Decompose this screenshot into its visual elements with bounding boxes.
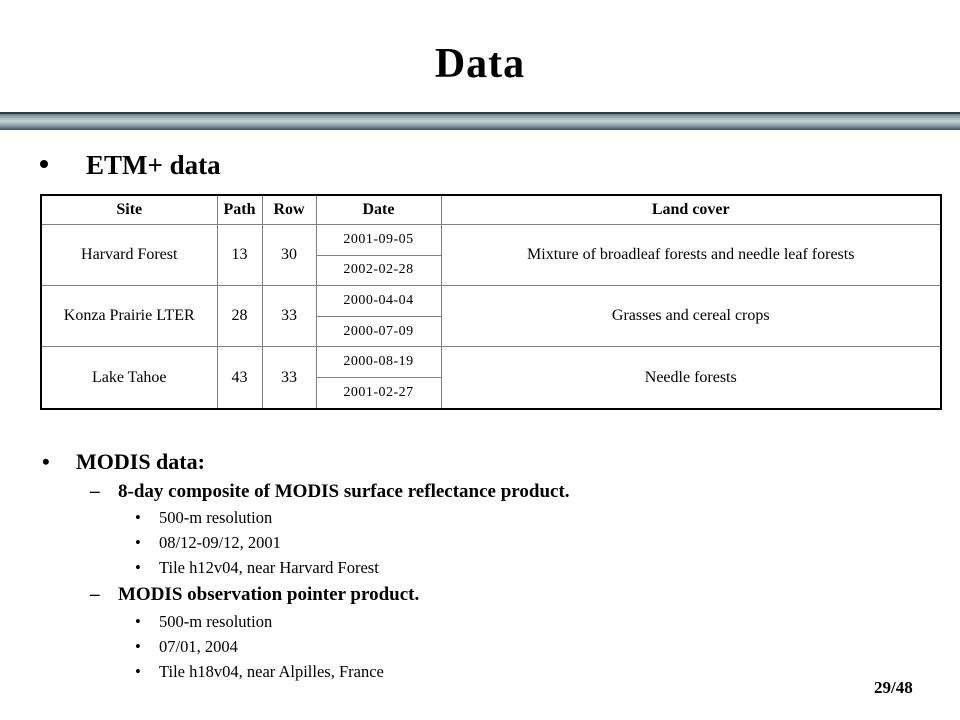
bullet-icon: • — [135, 637, 141, 656]
cell-date: 2001-02-27 — [316, 377, 441, 409]
column-header-path: Path — [217, 195, 262, 225]
title-divider-edge — [0, 112, 960, 114]
modis-heading-text: MODIS data: — [76, 449, 205, 474]
column-header-row: Row — [262, 195, 316, 225]
cell-path: 43 — [217, 347, 262, 409]
product-detail: Tile h18v04, near Alpilles, France — [159, 662, 384, 681]
cell-date: 2000-04-04 — [316, 286, 441, 317]
table-row — [41, 347, 941, 378]
bullet-icon: • — [135, 662, 141, 681]
cell-row: 33 — [262, 286, 316, 347]
table-header-row — [41, 195, 941, 225]
column-header-date: Date — [316, 195, 441, 225]
cell-path: 13 — [217, 225, 262, 286]
bullet-icon: • — [42, 449, 50, 474]
etm-data-table — [40, 194, 942, 410]
cell-land-cover: Needle forests — [441, 347, 941, 409]
bullet-icon: • — [135, 558, 141, 577]
product-detail: Tile h12v04, near Harvard Forest — [159, 558, 379, 577]
product-title: 8-day composite of MODIS surface reflectance product. — [118, 481, 570, 502]
table-row — [41, 286, 941, 317]
cell-site: Harvard Forest — [41, 225, 217, 286]
column-header-land-cover: Land cover — [441, 195, 941, 225]
slide-title: Data — [434, 41, 526, 87]
etm-heading-text: ETM+ data — [86, 150, 221, 180]
cell-site: Lake Tahoe — [41, 347, 217, 409]
page-number: 29/48 — [874, 678, 913, 697]
cell-row: 33 — [262, 347, 316, 409]
cell-date: 2001-09-05 — [316, 225, 441, 256]
bullet-icon: • — [135, 612, 141, 631]
cell-land-cover: Grasses and cereal crops — [441, 286, 941, 347]
bullet-icon: • — [135, 508, 141, 527]
cell-land-cover: Mixture of broadleaf forests and needle leaf forests — [441, 225, 941, 286]
cell-site: Konza Prairie LTER — [41, 286, 217, 347]
bullet-dot-icon — [40, 160, 48, 168]
cell-date: 2000-07-09 — [316, 316, 441, 347]
cell-date: 2000-08-19 — [316, 347, 441, 378]
table-row — [41, 225, 941, 256]
cell-date: 2002-02-28 — [316, 255, 441, 286]
dash-icon: – — [90, 584, 100, 605]
product-title: MODIS observation pointer product. — [118, 584, 420, 605]
product-detail: 500-m resolution — [159, 612, 273, 631]
cell-row: 30 — [262, 225, 316, 286]
title-divider-bar — [0, 112, 960, 130]
product-detail: 08/12-09/12, 2001 — [159, 533, 281, 552]
cell-path: 28 — [217, 286, 262, 347]
product-detail: 07/01, 2004 — [159, 637, 238, 656]
dash-icon: – — [90, 481, 100, 502]
product-detail: 500-m resolution — [159, 508, 273, 527]
bullet-icon: • — [135, 533, 141, 552]
column-header-site: Site — [41, 195, 217, 225]
